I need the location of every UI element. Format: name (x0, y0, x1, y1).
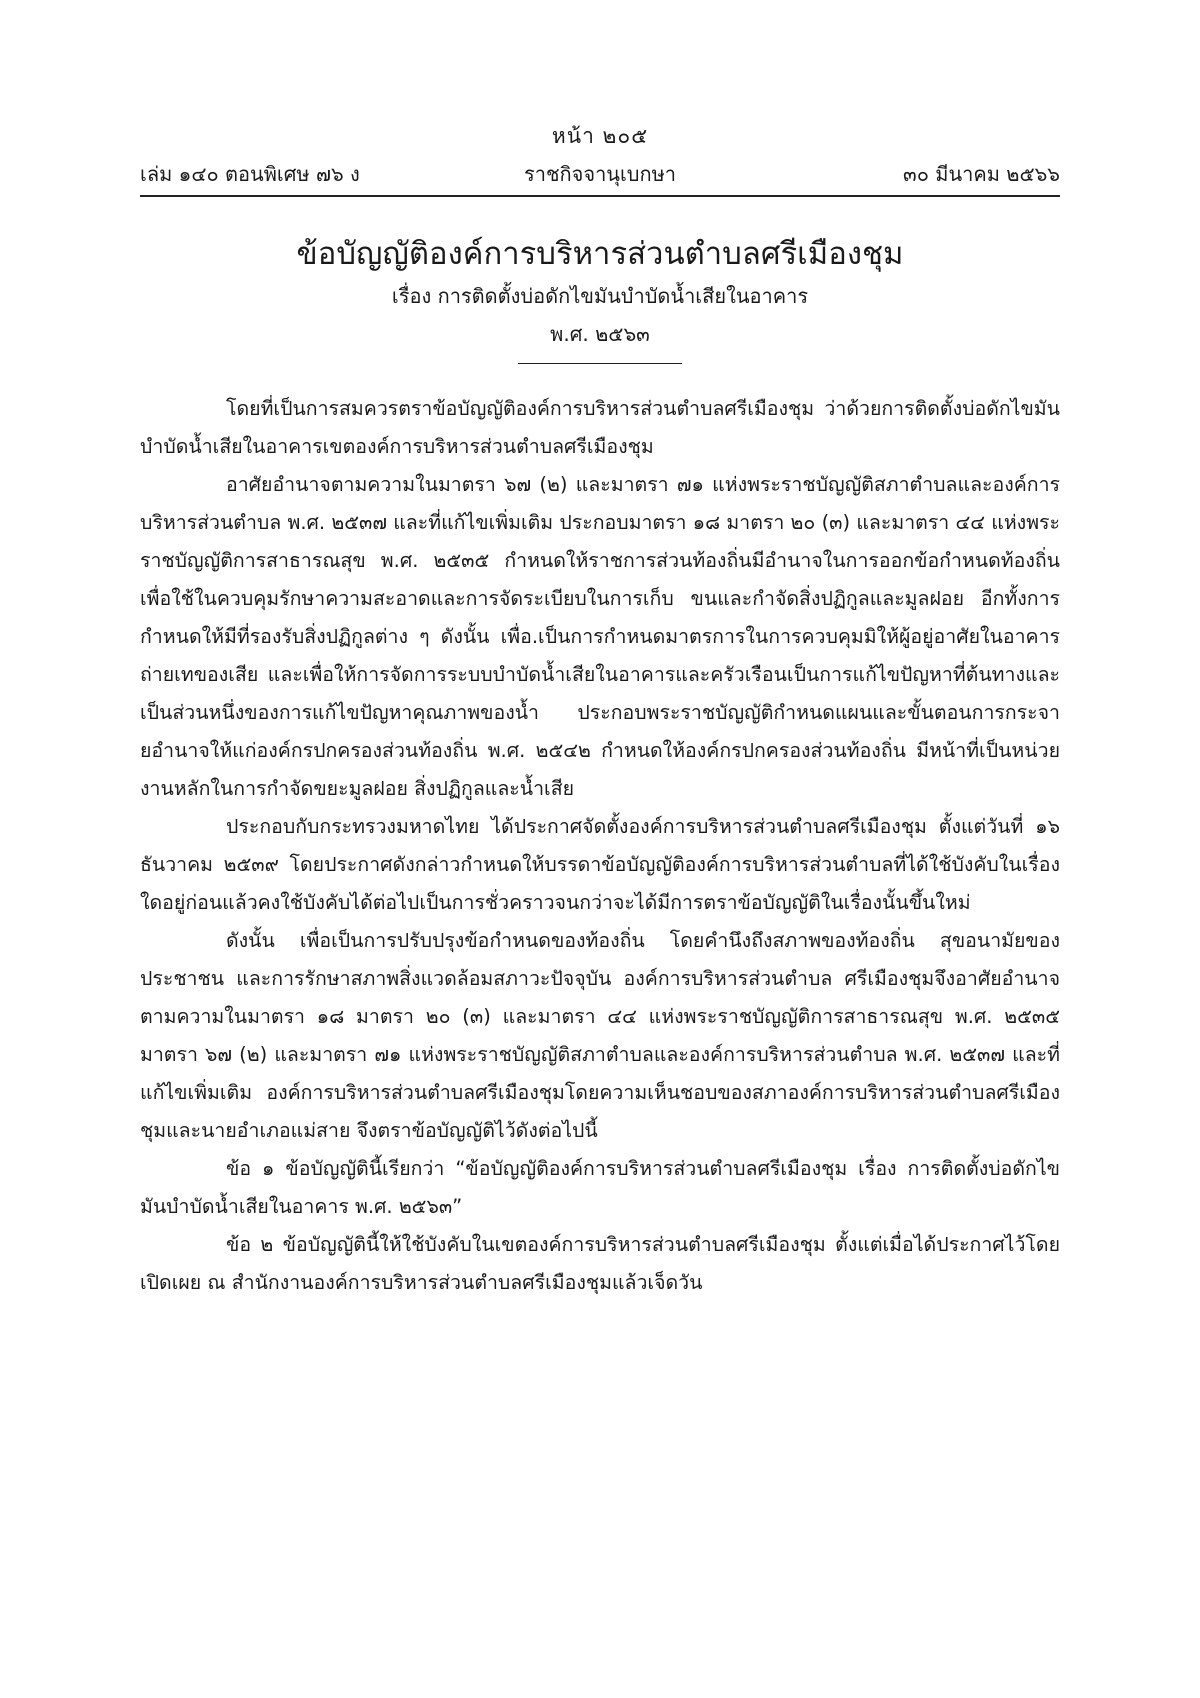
page-number: หน้า ๒๐๕ (551, 124, 649, 148)
document-year: พ.ศ. ๒๕๖๓ (550, 322, 650, 346)
enactment-paragraph: ดังนั้น เพื่อเป็นการปรับปรุงข้อกำหนดของท้องถิ่น โดยคำนึงถึงสภาพของท้องถิ่น สุขอนามัยของประชาชน และการรักษาสภาพสิ่งแวดล้อมสภาวะปัจจุบัน องค์การบริหารส่วนตำบล ศรีเมืองชุมจึงอาศัยอำนาจตามความในมาตรา ๑๘ มาตรา ๒๐ (๓) และมาตรา ๔๔ แห่งพระราชบัญญัติการสาธารณสุข พ.ศ. ๒๕๓๕ มาตรา ๖๗ (๒) และมาตรา ๗๑ แห่งพระราชบัญญัติสภาตำบลและองค์การบริหารส่วนตำบล พ.ศ. ๒๕๓๗ และที่แก้ไขเพิ่มเติม องค์การบริหารส่วนตำบลศรีเมืองชุมโดยความเห็นชอบของสภาองค์การบริหารส่วนตำบลศรีเมืองชุมและนายอำเภอแม่สาย จึงตราข้อบัญญัติไว้ดังต่อไปนี้ (140, 929, 1060, 1142)
gazette-name: ราชกิจจานุเบกษา (523, 162, 677, 186)
clause-2: ข้อ ๒ ข้อบัญญัตินี้ให้ใช้บังคับในเขตองค์การบริหารส่วนตำบลศรีเมืองชุม ตั้งแต่เมื่อได้ประกาศไว้โดยเปิดเผย ณ สำนักงานองค์การบริหารส่วนตำบลศรีเมืองชุมแล้วเจ็ดวัน (140, 1233, 1060, 1294)
publication-date: ๓๐ มีนาคม ๒๕๖๖ (903, 162, 1060, 186)
clause-1: ข้อ ๑ ข้อบัญญัตินี้เรียกว่า “ข้อบัญญัติองค์การบริหารส่วนตำบลศรีเมืองชุม เรื่อง การติดตั้งบ่อดักไขมันบำบัดน้ำเสียในอาคาร พ.ศ. ๒๕๖๓” (140, 1157, 1060, 1218)
header-divider (140, 195, 1060, 197)
volume-issue: เล่ม ๑๔๐ ตอนพิเศษ ๗๖ ง (140, 162, 360, 186)
document-title: ข้อบัญญัติองค์การบริหารส่วนตำบลศรีเมืองชุม (296, 236, 904, 272)
title-divider (518, 363, 682, 364)
preamble-paragraph: โดยที่เป็นการสมควรตราข้อบัญญัติองค์การบริหารส่วนตำบลศรีเมืองชุม ว่าด้วยการติดตั้งบ่อดักไขมันบำบัดน้ำเสียในอาคารเขตองค์การบริหารส่วนตำบลศรีเมืองชุม (140, 397, 1060, 458)
establishment-paragraph: ประกอบกับกระทรวงมหาดไทย ได้ประกาศจัดตั้งองค์การบริหารส่วนตำบลศรีเมืองชุม ตั้งแต่วันที่ ๑๖ ธันวาคม ๒๕๓๙ โดยประกาศดังกล่าวกำหนดให้บรรดาข้อบัญญัติองค์การบริหารส่วนตำบลที่ได้ใช้บังคับในเรื่องใดอยู่ก่อนแล้วคงใช้บังคับได้ต่อไปเป็นการชั่วคราวจนกว่าจะได้มีการตราข้อบัญญัติในเรื่องนั้นขึ้นใหม่ (140, 815, 1060, 914)
gazette-header (140, 158, 1060, 192)
document-body (140, 390, 1060, 1302)
authority-paragraph: อาศัยอำนาจตามความในมาตรา ๖๗ (๒) และมาตรา ๗๑ แห่งพระราชบัญญัติสภาตำบลและองค์การบริหารส่วนตำบล พ.ศ. ๒๕๓๗ และที่แก้ไขเพิ่มเติม ประกอบมาตรา ๑๘ มาตรา ๒๐ (๓) และมาตรา ๔๔ แห่งพระราชบัญญัติการสาธารณสุข พ.ศ. ๒๕๓๕ กำหนดให้ราชการส่วนท้องถิ่นมีอำนาจในการออกข้อกำหนดท้องถิ่นเพื่อใช้ในควบคุมรักษาความสะอาดและการจัดระเบียบในการเก็บ ขนและกำจัดสิ่งปฏิกูลและมูลฝอย อีกทั้งการกำหนดให้มีที่รองรับสิ่งปฏิกูลต่าง ๆ ดังนั้น เพื่อ.เป็นการกำหนดมาตรการในการควบคุมมิให้ผู้อยู่อาศัยในอาคารถ่ายเทของเสีย และเพื่อให้การจัดการระบบบำบัดน้ำเสียในอาคารและครัวเรือนเป็นการแก้ไขปัญหาที่ต้นทางและเป็นส่วนหนึ่งของการแก้ไขปัญหาคุณภาพของน้ำ ประกอบพระราชบัญญัติกำหนดแผนและขั้นตอนการกระจายอำนาจให้แก่องค์กรปกครองส่วนท้องถิ่น พ.ศ. ๒๕๔๒ กำหนดให้องค์กรปกครองส่วนท้องถิ่น มีหน้าที่เป็นหน่วยงานหลักในการกำจัดขยะมูลฝอย สิ่งปฏิกูลและน้ำเสีย (140, 473, 1060, 800)
document-subject: เรื่อง การติดตั้งบ่อดักไขมันบำบัดน้ำเสียในอาคาร (391, 284, 809, 308)
